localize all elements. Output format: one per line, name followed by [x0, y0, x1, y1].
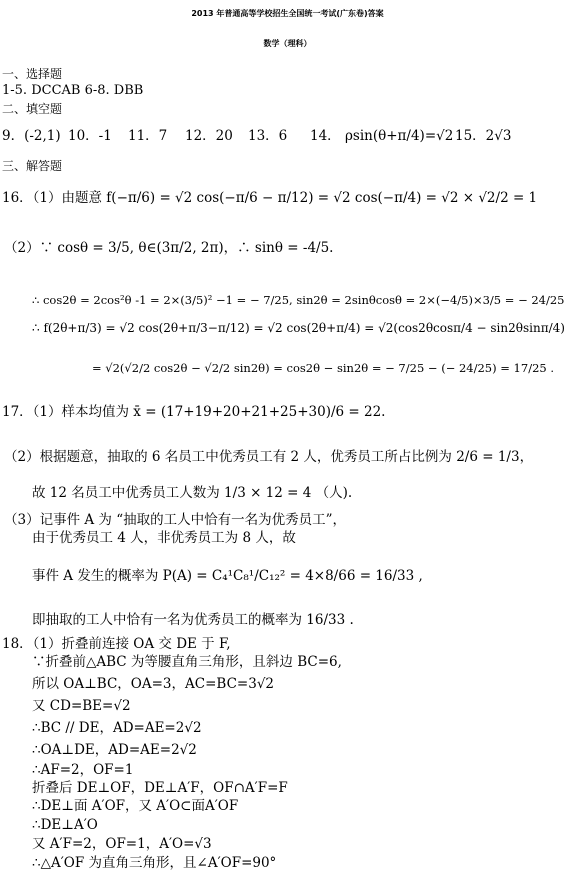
- section-choice: 一、选择题: [2, 67, 63, 81]
- fill-answer-9: 9．(-2,1): [2, 128, 61, 144]
- doc-title: 2013 年普通高等学校招生全国统一考试(广东卷)答案: [191, 9, 384, 18]
- solution-18-2: ∵折叠前△ABC 为等腰直角三角形，且斜边 BC=6,: [32, 654, 342, 670]
- solution-18-11: 又 A′F=2，OF=1，A′O=√3: [32, 836, 212, 852]
- section-fill: 二、填空题: [2, 102, 63, 116]
- solution-16-2a: （2）∵ cosθ = 3/5, θ∈(3π/2, 2π)，∴ sinθ = -4/5.: [4, 240, 334, 256]
- fill-answer-15: 15．2√3: [455, 128, 512, 144]
- solution-17-3c: 事件 A 发生的概率为 P(A) = C₄¹C₈¹/C₁₂² = 4×8/66 = 16/33 ,: [32, 568, 423, 584]
- solution-18-3: 所以 OA⊥BC，OA=3，AC=BC=3√2: [32, 676, 275, 692]
- fill-answer-10: 10．-1: [68, 128, 112, 144]
- solution-16-1: 16．（1）由题意 f(−π/6) = √2 cos(−π/6 − π/12) = √2 cos(−π/4) = √2 × √2/2 = 1: [2, 190, 538, 206]
- solution-17-1: 17．（1）样本均值为 x̄ = (17+19+20+21+25+30)/6 = 22.: [2, 404, 386, 420]
- solution-17-2a: （2）根据题意，抽取的 6 名员工中优秀员工有 2 人，优秀员工所占比例为 2/6 = 1/3，: [4, 449, 534, 465]
- fill-answer-14: 14． ρsin(θ+π/4)=√2: [310, 128, 454, 144]
- fill-answer-12: 12．20: [185, 128, 233, 144]
- solution-17-2b: 故 12 名员工中优秀员工人数为 1/3 × 12 = 4 （人).: [32, 485, 353, 501]
- solution-17-3b: 由于优秀员工 4 人，非优秀员工为 8 人，故: [32, 530, 296, 546]
- solution-18-10: ∴DE⊥A′O: [32, 817, 98, 833]
- solution-17-3d: 即抽取的工人中恰有一名为优秀员工的概率为 16/33 .: [32, 612, 354, 628]
- solution-18-4: 又 CD=BE=√2: [32, 698, 131, 714]
- doc-subtitle: 数学（理科）: [263, 39, 312, 48]
- solution-18-1: 18．（1）折叠前连接 OA 交 DE 于 F,: [2, 636, 231, 652]
- solution-16-2b: ∴ cos2θ = 2cos²θ -1 = 2×(3/5)² −1 = − 7/25, sin2θ = 2sinθcosθ = 2×(−4/5)×3/5 = − 24/25: [32, 293, 565, 307]
- fill-answer-11: 11．7: [128, 128, 168, 144]
- fill-answer-13: 13．6: [248, 128, 288, 144]
- solution-16-2c: ∴ f(2θ+π/3) = √2 cos(2θ+π/3−π/12) = √2 cos(2θ+π/4) = √2(cos2θcosπ/4 − sin2θsinπ/4): [32, 321, 565, 335]
- section-solve: 三、解答题: [2, 159, 63, 173]
- solution-18-12: ∴△A′OF 为直角三角形，且∠A′OF=90°: [32, 855, 277, 871]
- solution-16-2d: = √2(√2/2 cos2θ − √2/2 sin2θ) = cos2θ − sin2θ = − 7/25 − (− 24/25) = 17/25 .: [92, 361, 555, 375]
- solution-18-6: ∴OA⊥DE，AD=AE=2√2: [32, 742, 197, 758]
- solution-18-8: 折叠后 DE⊥OF，DE⊥A′F，OF∩A′F=F: [32, 780, 288, 796]
- solution-17-3a: （3）记事件 A 为 “抽取的工人中恰有一名为优秀员工”，: [4, 512, 347, 528]
- solution-18-7: ∴AF=2，OF=1: [32, 762, 134, 778]
- solution-18-5: ∴BC // DE，AD=AE=2√2: [32, 720, 202, 736]
- choice-answers: 1-5. DCCAB 6-8. DBB: [2, 83, 144, 98]
- solution-18-9: ∴DE⊥面 A′OF，又 A′O⊂面A′OF: [32, 798, 239, 814]
